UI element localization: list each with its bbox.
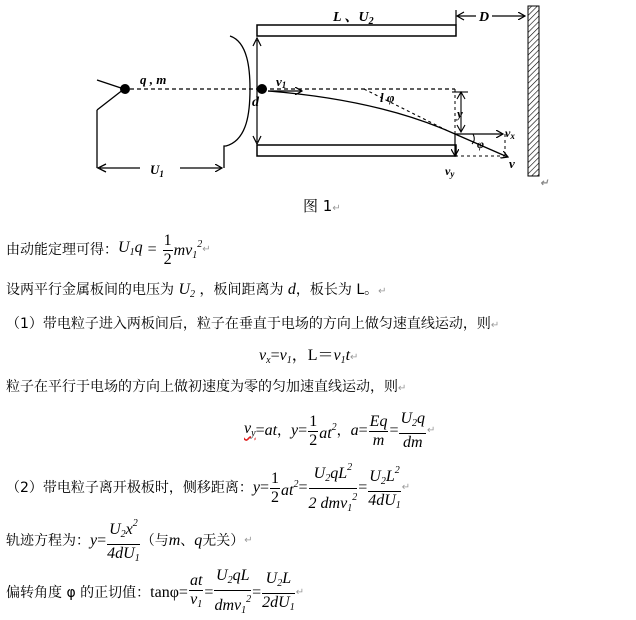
- half-fraction: $\frac{1}{2}$: [163, 231, 172, 268]
- setup-line: 设两平行金属板间的电压为 $U_2$ ，板间距离为 d，板长为 L。↵: [6, 281, 387, 300]
- svg-text:v1: v1: [276, 74, 287, 90]
- svg-text:φ: φ: [477, 137, 485, 151]
- deflection-diagram: [0, 0, 636, 200]
- screen-wall: [528, 6, 539, 176]
- accelerator-electrode: [97, 80, 130, 168]
- svg-text:vy: vy: [445, 164, 455, 179]
- svg-text:vx: vx: [505, 126, 515, 141]
- line1-lhs: $U_1q$: [118, 238, 143, 258]
- displacement-equation: （2）带电粒子离开极板时，侧移距离： y = $\frac{1}{2}$ $at^2$ = $\frac{U_2qL^2}{2 dmv_1^2}$ = $\frac{U_2L^2}{4dU_1}$ ↵: [6, 467, 410, 509]
- parallel-motion-line: 粒子在平行于电场的方向上做初速度为零的匀加速直线运动，则↵: [6, 379, 407, 395]
- paragraph-mark: ↵: [332, 203, 341, 214]
- upper-plate: [257, 25, 456, 36]
- vx-equation: $v_x=v_1$，$L=v_1t↵$: [259, 347, 359, 366]
- figure-caption: [303, 197, 341, 218]
- part1-line: （1）带电粒子进入两板间后，粒子在垂直于电场的方向上做匀速直线运动，则↵: [6, 316, 500, 332]
- line1-label: 由动能定理可得：: [6, 242, 118, 258]
- lower-plate: [257, 145, 456, 156]
- trajectory-equation: 轨迹方程为： y = $\frac{U_2x^2}{4dU_1}$ （与 m 、 q 无关） ↵: [6, 520, 253, 562]
- svg-text:q , m: q , m: [140, 72, 167, 87]
- kinetic-energy-line: 由动能定理可得： $U_1q$ = $\frac{1}{2}$ $mv_1^2$ ↵: [6, 231, 211, 268]
- acceleration-equation: $v_y$ = at ， y = $\frac{1}{2}$ $at^2$ ， a = $\frac{Eq}{m}$ = $\frac{U_2q}{dm}$ ↵: [244, 410, 436, 451]
- svg-text:↵: ↵: [540, 178, 549, 189]
- svg-text:D: D: [479, 10, 490, 25]
- svg-text:U1: $U_1$: [150, 162, 164, 179]
- svg-text:L 、U2: L 、$U_2$: [333, 10, 374, 27]
- caption-text: 图 1: [303, 197, 333, 215]
- svg-text:d: d: [252, 95, 259, 110]
- svg-text:v: v: [509, 156, 515, 171]
- svg-text:y: y: [457, 106, 463, 121]
- brace-curve: [224, 36, 250, 168]
- tangent-equation: 偏转角度 φ 的正切值： tanφ = $\frac{at}{v_1}$ = $\frac{U_2qL}{dmv_1^2}$ = $\frac{U_2L}{2dU_1}$ ↵: [6, 566, 305, 616]
- svg-text:l φ: l φ: [380, 90, 395, 105]
